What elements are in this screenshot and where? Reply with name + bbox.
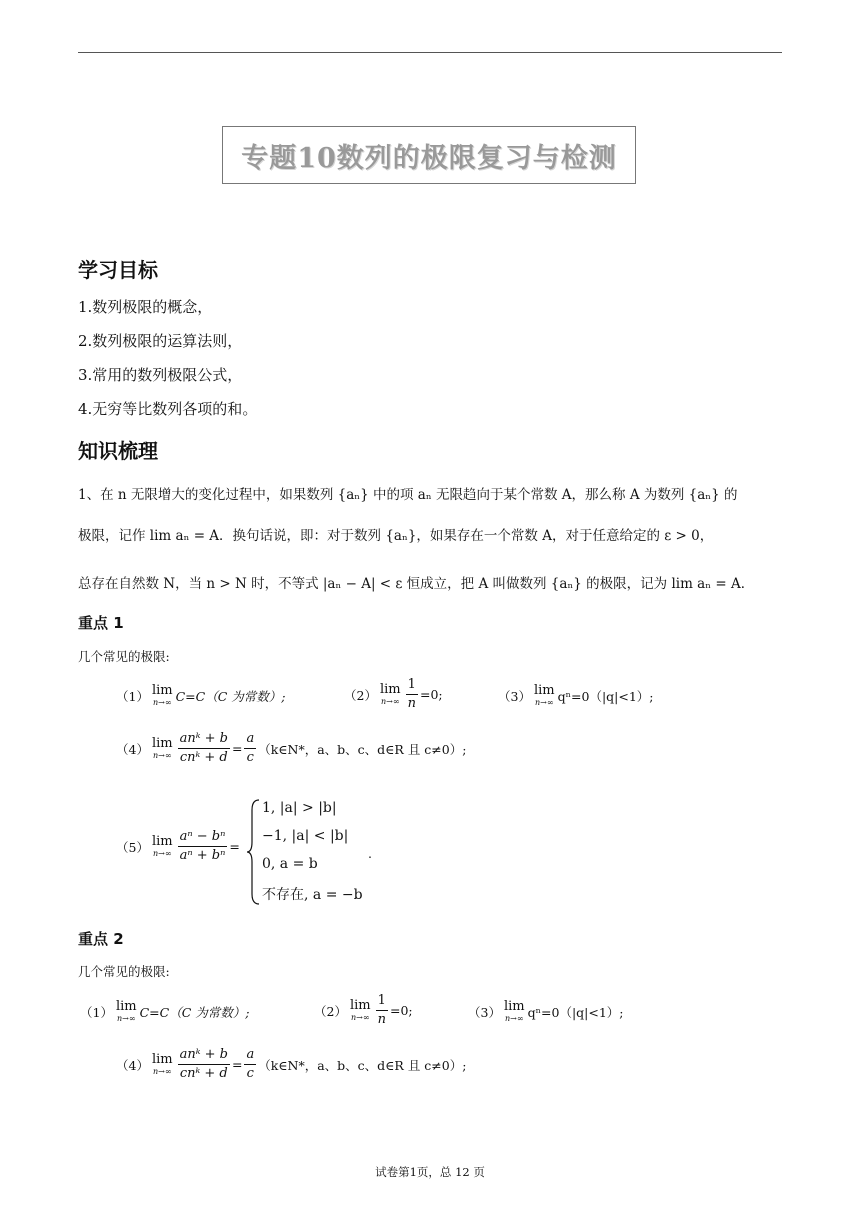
keypoint-1-heading: 重点 1	[78, 614, 124, 632]
formula-3: （3） lim n→∞ qⁿ=0（|q|<1）;	[498, 683, 654, 707]
formula-5: （5） lim n→∞ $\frac{\text{aⁿ − bⁿ}}{\text{aⁿ + bⁿ}}$ =	[116, 829, 240, 864]
formula-2: （2） lim n→∞ $\frac{1}{n}$ =0;	[344, 677, 443, 712]
formula-2-1: （1） lim n→∞ C=C（C 为常数）;	[80, 999, 250, 1023]
case-3: 0, a = b	[262, 856, 318, 872]
case-4: 不存在, a = −b	[262, 887, 363, 903]
goal-item: 3.常用的数列极限公式，	[78, 366, 243, 384]
header-rule	[78, 52, 782, 53]
title-box	[222, 126, 636, 184]
formula-5-end: .	[368, 846, 372, 861]
keypoint-2-heading: 重点 2	[78, 930, 124, 948]
page-title: 专题10数列的极限复习与检测	[241, 142, 617, 174]
goal-item: 4.无穷等比数列各项的和。	[78, 400, 258, 418]
page-footer: 试卷第1页，总 12 页	[375, 1165, 485, 1179]
knowledge-heading: 知识梳理	[78, 439, 158, 463]
definition-line-1: 1、在 n 无限增大的变化过程中，如果数列 {aₙ} 中的项 aₙ 无限趋向于某个常数 A，那么称 A 为数列 {aₙ} 的	[78, 487, 738, 503]
goals-heading: 学习目标	[78, 258, 158, 282]
formula-2-3: （3） lim n→∞ qⁿ=0（|q|<1）;	[468, 999, 624, 1023]
formula-4: （4） lim n→∞ $\frac{\text{anᵏ + b}}{\text{cnᵏ + d}}$ = $\frac{a}{c}$ （k∈N*，a、b、c、d∈R 且 c≠0）;	[116, 731, 467, 766]
keypoint-2-intro: 几个常见的极限:	[78, 964, 170, 979]
cases-brace	[247, 798, 261, 906]
keypoint-1-intro: 几个常见的极限:	[78, 649, 170, 664]
definition-line-2: 极限，记作 lim aₙ = A．换句话说，即：对于数列 {aₙ}，如果存在一个常数 A，对于任意给定的 ε > 0，	[78, 528, 714, 544]
formula-2-4: （4） lim n→∞ $\frac{\text{anᵏ + b}}{\text{cnᵏ + d}}$ = $\frac{a}{c}$ （k∈N*，a、b、c、d∈R 且 c≠0）;	[116, 1047, 467, 1082]
formula-1: （1） lim n→∞ C=C（C 为常数）;	[116, 683, 286, 707]
formula-2-2: （2） lim n→∞ $\frac{1}{n}$ =0;	[314, 993, 413, 1028]
goal-item: 1.数列极限的概念，	[78, 298, 213, 316]
case-1: 1, |a| > |b|	[262, 800, 337, 816]
definition-line-3: 总存在自然数 N，当 n > N 时，不等式 |aₙ − A| < ε 恒成立，把 A 叫做数列 {aₙ} 的极限，记为 lim aₙ = A．	[78, 576, 755, 592]
case-2: −1, |a| < |b|	[262, 828, 349, 844]
goal-item: 2.数列极限的运算法则，	[78, 332, 243, 350]
